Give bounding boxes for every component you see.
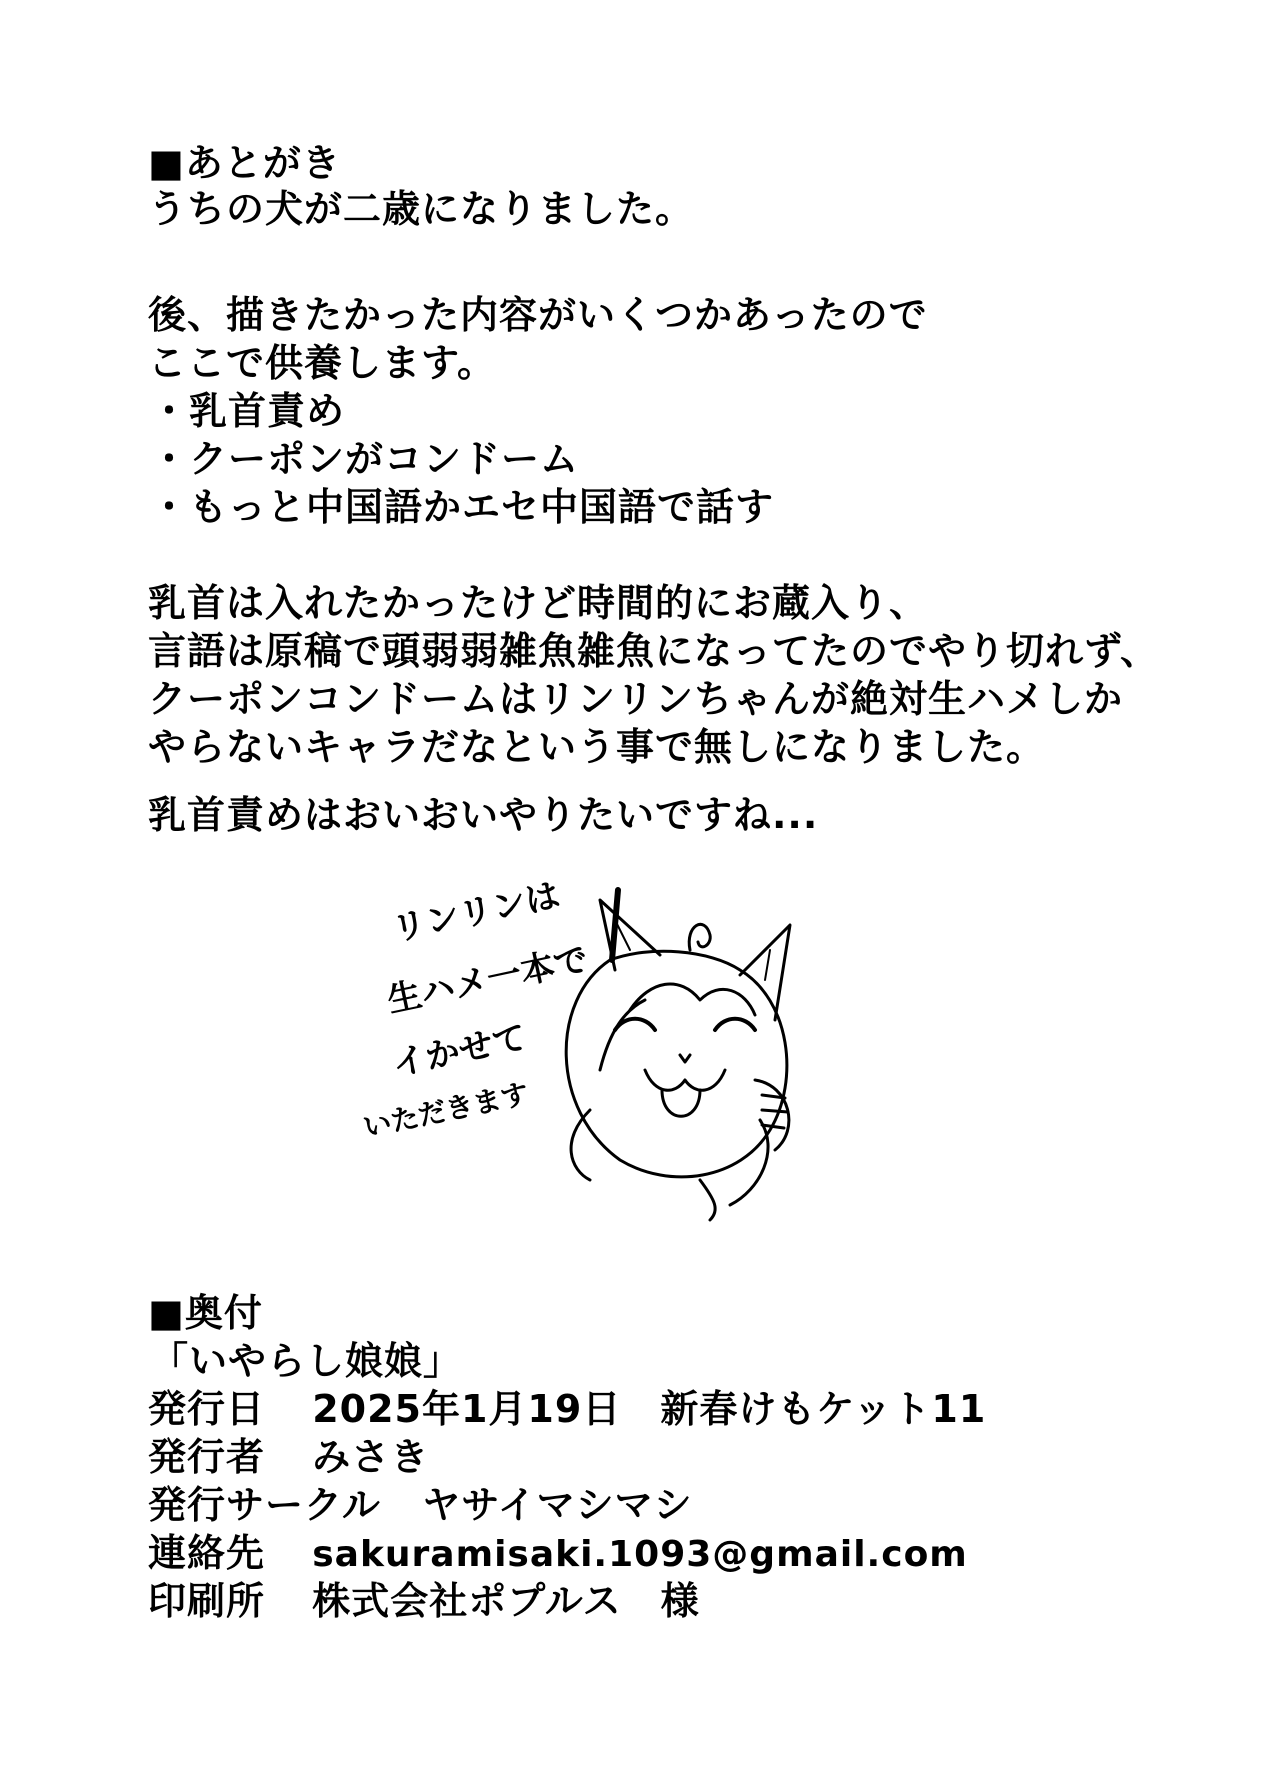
- colophon-label: 連絡先: [148, 1531, 266, 1575]
- book-title: 「いやらし娘娘」: [150, 1339, 463, 1383]
- colophon-row-contact: [148, 1530, 968, 1578]
- afterword-list-item: ・クーポンがコンドーム: [150, 437, 580, 481]
- afterword-line: ここで供養します。: [148, 341, 496, 385]
- handwritten-text: いただきます: [360, 1076, 532, 1145]
- colophon-row-publisher: [148, 1434, 429, 1480]
- afterword-line: 乳首は入れたかったけど時間的にお蔵入り、: [148, 581, 929, 625]
- handwritten-text: リンリンは: [388, 875, 564, 950]
- colophon-heading: ■奥付: [148, 1291, 263, 1335]
- contact-email: sakuramisaki.1093@gmail.com: [312, 1534, 968, 1575]
- afterword-line: 後、描きたかった内容がいくつかあったので: [148, 293, 928, 337]
- afterword-heading: ■あとがき: [148, 141, 341, 185]
- afterword-line: うちの犬が二歳になりました。: [148, 187, 695, 231]
- colophon-label: 発行サークル: [148, 1483, 381, 1527]
- colophon-value: みさき: [312, 1435, 430, 1479]
- colophon-label: 印刷所: [148, 1579, 266, 1623]
- afterword-list-item: ・乳首責め: [150, 389, 346, 433]
- character-sketch-illustration: [360, 875, 900, 1220]
- handwritten-text: 生ハメ一本で: [383, 939, 592, 1021]
- colophon-value: 2025年1月19日 新春けもケット11: [312, 1387, 987, 1431]
- colophon-row-circle: [148, 1482, 693, 1528]
- handwritten-text: イかせて: [388, 1017, 531, 1085]
- afterword-list-item: ・もっと中国語かエセ中国語で話す: [150, 485, 775, 529]
- colophon-row-printer: [148, 1578, 700, 1624]
- afterword-line: 言語は原稿で頭弱弱雑魚雑魚になってたのでやり切れず、: [148, 629, 1159, 673]
- afterword-line: やらないキャラだなという事で無しになりました。: [148, 725, 1046, 769]
- colophon-row-date: [148, 1386, 986, 1432]
- colophon-value: 株式会社ポプルス 様: [312, 1579, 700, 1623]
- afterword-line: 乳首責めはおいおいやりたいですね...: [148, 793, 819, 837]
- colophon-label: 発行者: [148, 1435, 266, 1479]
- afterword-line: クーポンコンドームはリンリンちゃんが絶対生ハメしか: [148, 677, 1124, 721]
- colophon-label: 発行日: [148, 1387, 266, 1431]
- colophon-value: ヤサイマシマシ: [422, 1483, 693, 1527]
